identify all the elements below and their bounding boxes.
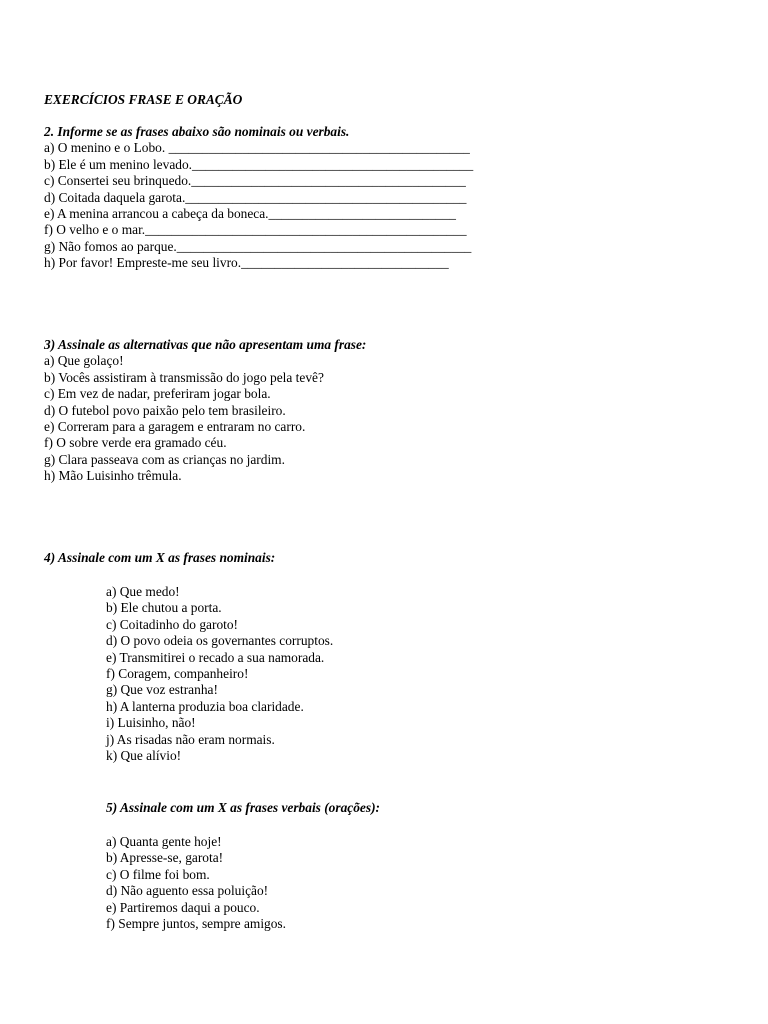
list-item: g) Que voz estranha! xyxy=(106,682,218,698)
list-item: f) Coragem, companheiro! xyxy=(106,665,249,681)
list-item: h) A lanterna produzia boa claridade. xyxy=(106,698,304,714)
list-item: a) Que golaço! xyxy=(44,353,124,369)
list-item: c) Em vez de nadar, preferiram jogar bola. xyxy=(44,386,271,402)
list-item: e) Partiremos daqui a pouco. xyxy=(106,899,260,915)
list-item: d) O futebol povo paixão pelo tem brasileiro. xyxy=(44,402,286,418)
list-item: i) Luisinho, não! xyxy=(106,715,196,731)
question-2 xyxy=(44,124,748,272)
question-5 xyxy=(44,800,748,816)
list-item: f) O sobre verde era gramado céu. xyxy=(44,435,227,451)
list-item: b) Ele é um menino levado.__________________________________________ xyxy=(44,156,474,172)
list-item: a) O menino e o Lobo. _____________________________________________ xyxy=(44,140,470,156)
list-item: j) As risadas não eram normais. xyxy=(106,731,275,747)
question-heading: 2. Informe se as frases abaixo são nominais ou verbais. xyxy=(44,124,350,139)
list-item: d) Coitada daquela garota.__________________________________________ xyxy=(44,189,467,205)
list-item: f) O velho e o mar.________________________________________________ xyxy=(44,222,467,238)
list-item: k) Que alívio! xyxy=(106,747,182,763)
list-item: c) Coitadinho do garoto! xyxy=(106,616,239,632)
list-item: c) O filme foi bom. xyxy=(106,866,210,882)
list-item: b) Ele chutou a porta. xyxy=(106,600,222,616)
list-item: h) Por favor! Empreste-me seu livro._______________________________ xyxy=(44,255,449,271)
list-item: d) Não aguento essa poluição! xyxy=(106,883,269,899)
question-heading: 4) Assinale com um X as frases nominais: xyxy=(44,550,276,565)
question-4 xyxy=(44,550,748,566)
list-item: b) Apresse-se, garota! xyxy=(106,850,224,866)
list-item: a) Quanta gente hoje! xyxy=(106,834,222,849)
question-4-items xyxy=(44,584,748,764)
list-item: g) Clara passeava com as crianças no jardim. xyxy=(44,451,285,467)
list-item: g) Não fomos ao parque.____________________________________________ xyxy=(44,238,472,254)
list-item: e) Transmitirei o recado a sua namorada. xyxy=(106,649,325,665)
question-5-items xyxy=(44,834,748,932)
question-3 xyxy=(44,337,748,485)
list-item: d) O povo odeia os governantes corruptos. xyxy=(106,633,334,649)
list-item: e) A menina arrancou a cabeça da boneca.____________________________ xyxy=(44,205,457,221)
document-title: EXERCÍCIOS FRASE E ORAÇÃO xyxy=(44,92,243,107)
list-item: b) Vocês assistiram à transmissão do jogo pela tevê? xyxy=(44,369,324,385)
question-heading: 5) Assinale com um X as frases verbais (orações): xyxy=(106,800,380,815)
question-heading: 3) Assinale as alternativas que não apresentam uma frase: xyxy=(44,337,367,352)
list-item: a) Que medo! xyxy=(106,584,180,599)
list-item: f) Sempre juntos, sempre amigos. xyxy=(106,915,286,931)
list-item: h) Mão Luisinho trêmula. xyxy=(44,468,182,484)
list-item: c) Consertei seu brinquedo._________________________________________ xyxy=(44,173,466,189)
list-item: e) Correram para a garagem e entraram no carro. xyxy=(44,418,306,434)
